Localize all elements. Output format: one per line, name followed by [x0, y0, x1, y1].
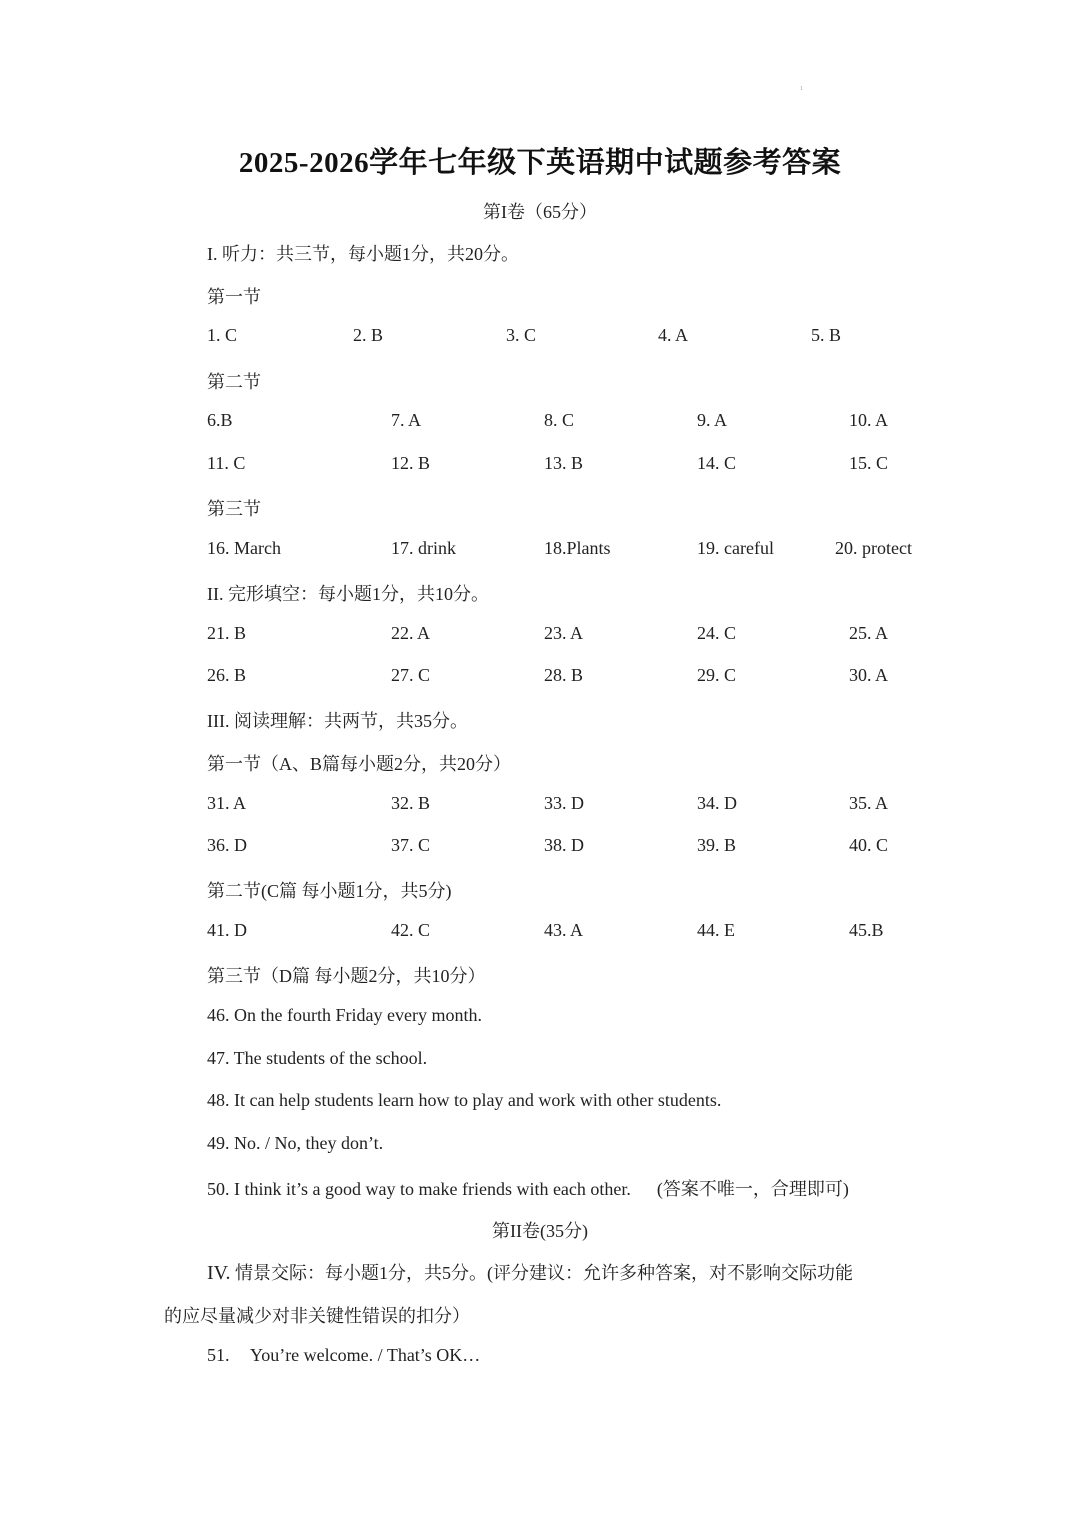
section1-sub1: 第一节 [207, 287, 261, 307]
answer-item: 12. B [391, 453, 431, 473]
answer-item: 40. C [849, 835, 889, 855]
part2-title: 第II卷(35分) [492, 1221, 588, 1241]
document-title: 2025-2026学年七年级下英语期中试题参考答案 [238, 147, 842, 179]
answer-48: 48. It can help students learn how to play and work with other students. [207, 1090, 722, 1110]
answer-item: 35. A [849, 793, 889, 813]
section1-sub2: 第二节 [207, 372, 261, 392]
answer-item: 11. C [207, 453, 246, 473]
answer-item: 39. B [697, 835, 737, 855]
answer-item: 10. A [849, 410, 889, 430]
answer-item: 4. A [658, 325, 689, 345]
answer-item: 30. A [849, 665, 889, 685]
answer-item: 25. A [849, 623, 889, 643]
answer-item: 22. A [391, 623, 431, 643]
answer-item: 14. C [697, 453, 737, 473]
answer-item: 41. D [207, 920, 247, 940]
answer-item: 27. C [391, 665, 431, 685]
section4-mark: IV. [207, 1262, 231, 1284]
section2-heading: II. 完形填空：每小题1分，共10分。 [207, 584, 489, 604]
answer-49: 49. No. / No, they don’t. [207, 1133, 384, 1153]
answer-item: 6.B [207, 410, 233, 430]
answer-item: 29. C [697, 665, 737, 685]
answer-item: 19. careful [697, 538, 774, 558]
answer-item: 37. C [391, 835, 431, 855]
section3-sub3: 第三节（D篇 每小题2分，共10分） [207, 966, 486, 986]
corner-mark: 1 [800, 86, 803, 92]
answer-item: 3. C [506, 325, 537, 345]
answer-item: 44. E [697, 920, 735, 940]
answer-item: 13. B [544, 453, 584, 473]
answer-item: 26. B [207, 665, 247, 685]
answer-item: 33. D [544, 793, 584, 813]
answer-47: 47. The students of the school. [207, 1048, 428, 1068]
answer-item: 8. C [544, 410, 575, 430]
answer-item: 18.Plants [544, 538, 611, 558]
answer-item: 43. A [544, 920, 584, 940]
section4-heading-line2: 的应尽量减少对非关键性错误的扣分） [164, 1306, 470, 1326]
answer-item: 28. B [544, 665, 584, 685]
answer-note: (答案不唯一，合理即可) [656, 1179, 849, 1199]
answer-item: 34. D [697, 793, 737, 813]
answer-item: 20. protect [835, 538, 912, 558]
answer-50-line [207, 1175, 849, 1201]
answer-item: 16. March [207, 538, 281, 558]
section4-heading: 情景交际：每小题1分，共5分。(评分建议：允许多种答案，对不影响交际功能 [235, 1263, 854, 1283]
answer-51-line [207, 1345, 480, 1366]
part1-title: 第I卷（65分） [483, 202, 597, 222]
section3-heading: III. 阅读理解：共两节，共35分。 [207, 711, 468, 731]
section3-sub1: 第一节（A、B篇每小题2分，共20分） [207, 754, 512, 774]
answer-item: 32. B [391, 793, 431, 813]
section4-heading-line1 [207, 1259, 853, 1285]
answer-item: 7. A [391, 410, 422, 430]
answer-item: 17. drink [391, 538, 456, 558]
answer-item: 24. C [697, 623, 737, 643]
answer-item: 42. C [391, 920, 431, 940]
answer-46: 46. On the fourth Friday every month. [207, 1005, 482, 1025]
answer-51: You’re welcome. / That’s OK… [250, 1345, 481, 1365]
answer-item: 31. A [207, 793, 247, 813]
answer-51-number: 51. [207, 1345, 230, 1365]
answer-item: 5. B [811, 325, 842, 345]
answer-item: 36. D [207, 835, 247, 855]
section1-heading: I. 听力：共三节，每小题1分，共20分。 [207, 244, 519, 264]
answer-item: 21. B [207, 623, 247, 643]
answer-item: 38. D [544, 835, 584, 855]
answer-item: 45.B [849, 920, 884, 940]
answer-item: 23. A [544, 623, 584, 643]
section3-sub2: 第二节(C篇 每小题1分，共5分) [207, 881, 452, 901]
answer-item: 9. A [697, 410, 728, 430]
answer-item: 2. B [353, 325, 384, 345]
answer-50: 50. I think it’s a good way to make friends with each other. [207, 1179, 631, 1199]
answer-item: 1. C [207, 325, 238, 345]
answer-item: 15. C [849, 453, 889, 473]
section1-sub3: 第三节 [207, 499, 261, 519]
